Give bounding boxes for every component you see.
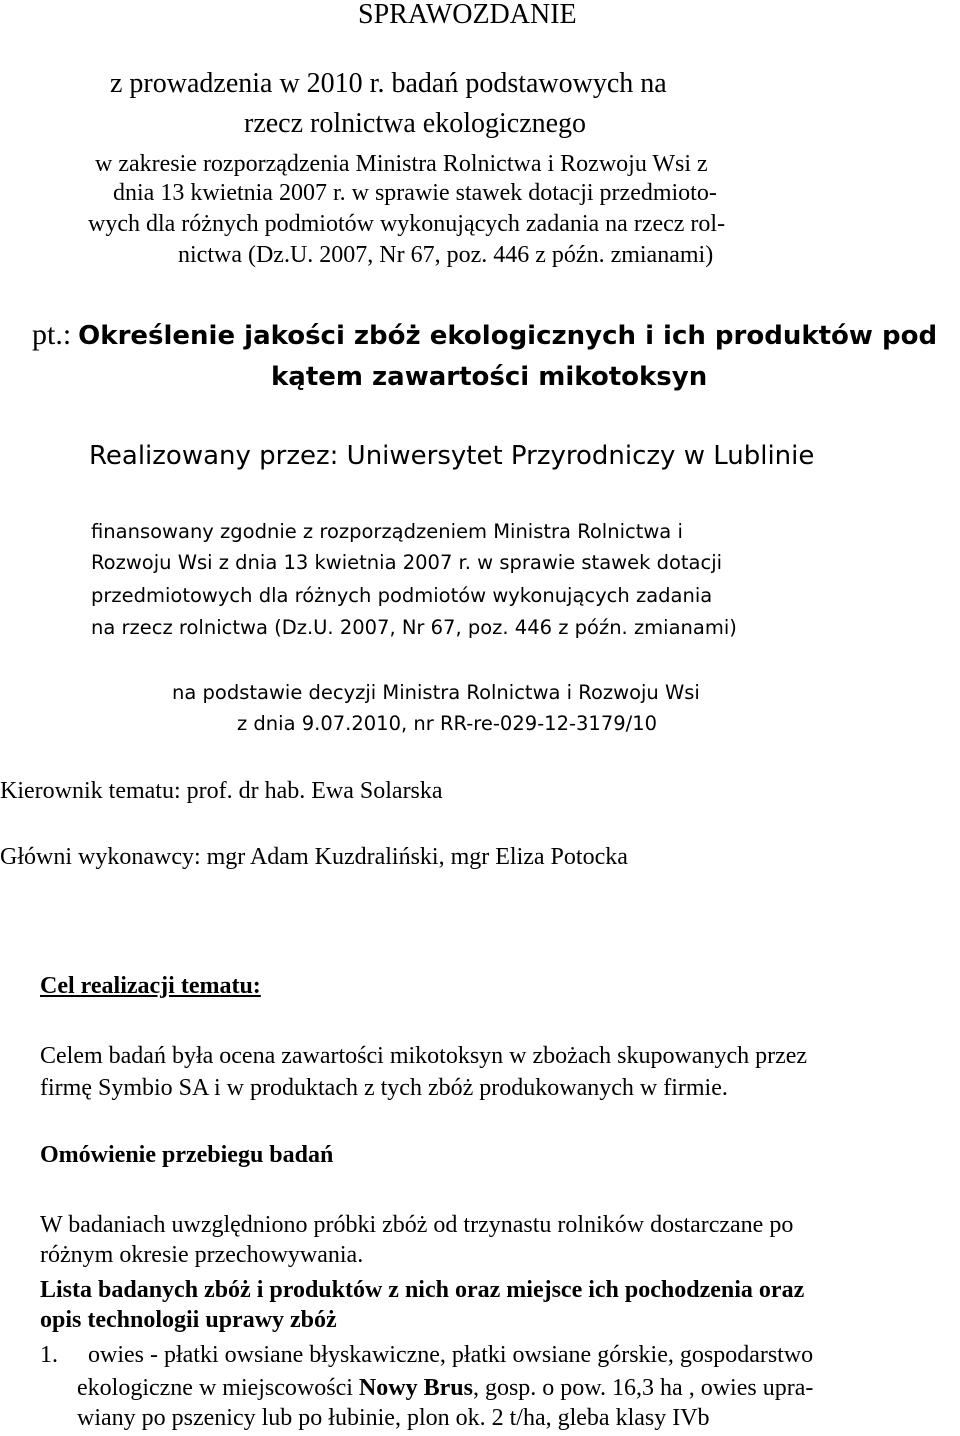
goal-heading: Cel realizacji tematu: — [40, 973, 261, 999]
goal-line-1: Celem badań była ocena zawartości mikotoksyn w zbożach skupowanych przez — [40, 1043, 808, 1069]
decision-line-2: z dnia 9.07.2010, nr RR-re-029-12-3179/10 — [237, 712, 658, 735]
list-heading-line-1: Lista badanych zbóż i produktów z nich oraz miejsce ich pochodzenia oraz — [40, 1277, 805, 1303]
goal-line-2: firmę Symbio SA i w produktach z tych zbóż produkowanych w firmie. — [40, 1075, 728, 1101]
discussion-line-2: różnym okresie przechowywania. — [40, 1242, 364, 1268]
financing-line-1: finansowany zgodnie z rozporządzeniem Ministra Rolnictwa i — [91, 520, 683, 543]
regulation-line-2: dnia 13 kwietnia 2007 r. w sprawie stawek dotacji przedmioto- — [113, 180, 717, 206]
discussion-heading: Omówienie przebiegu badań — [40, 1142, 334, 1168]
regulation-line-3: wych dla różnych podmiotów wykonujących zadania na rzecz rol- — [88, 211, 726, 237]
discussion-line-1: W badaniach uwzględniono próbki zbóż od trzynastu rolników dostarczane po — [40, 1212, 794, 1238]
topic-line-1 — [32, 318, 937, 353]
list-item-number: 1. — [40, 1342, 58, 1368]
list-item-line-2 — [77, 1373, 813, 1403]
regulation-line-4: nictwa (Dz.U. 2007, Nr 67, poz. 446 z późn. zmianami) — [178, 242, 714, 268]
main-contractors: Główni wykonawcy: mgr Adam Kuzdraliński, mgr Eliza Potocka — [0, 844, 628, 870]
financing-line-4: na rzecz rolnictwa (Dz.U. 2007, Nr 67, poz. 446 z późn. zmianami) — [91, 616, 737, 639]
decision-line-1: na podstawie decyzji Ministra Rolnictwa i Rozwoju Wsi — [172, 681, 700, 704]
regulation-line-1: w zakresie rozporządzenia Ministra Rolnictwa i Rozwoju Wsi z — [95, 151, 708, 177]
document-title: SPRAWOZDANIE — [358, 0, 577, 30]
list-item-line-1: owies - płatki owsiane błyskawiczne, płatki owsiane górskie, gospodarstwo — [88, 1342, 814, 1368]
list-item-line-2-after: , gosp. o pow. 16,3 ha , owies upra- — [472, 1375, 814, 1401]
financing-line-2: Rozwoju Wsi z dnia 13 kwietnia 2007 r. w sprawie stawek dotacji — [91, 551, 723, 574]
list-item-line-3: wiany po pszenicy lub po łubinie, plon ok. 2 t/ha, gleba klasy IVb — [77, 1405, 710, 1431]
list-heading-line-2: opis technologii uprawy zbóż — [40, 1307, 337, 1333]
topic-prefix: pt.: — [32, 318, 72, 351]
list-item-line-2-before: ekologiczne w miejscowości — [77, 1375, 359, 1401]
topic-title-2: kątem zawartości mikotoksyn — [271, 362, 708, 392]
subtitle-line-1: z prowadzenia w 2010 r. badań podstawowych na — [110, 68, 667, 99]
topic-title-1: Określenie jakości zbóż ekologicznych i ich produktów pod — [78, 321, 938, 351]
place-name: Nowy Brus — [358, 1375, 473, 1401]
realized-by: Realizowany przez: Uniwersytet Przyrodniczy w Lublinie — [89, 441, 815, 471]
subtitle-line-2: rzecz rolnictwa ekologicznego — [244, 108, 587, 139]
project-manager: Kierownik tematu: prof. dr hab. Ewa Solarska — [0, 778, 443, 804]
financing-line-3: przedmiotowych dla różnych podmiotów wykonujących zadania — [91, 584, 713, 607]
